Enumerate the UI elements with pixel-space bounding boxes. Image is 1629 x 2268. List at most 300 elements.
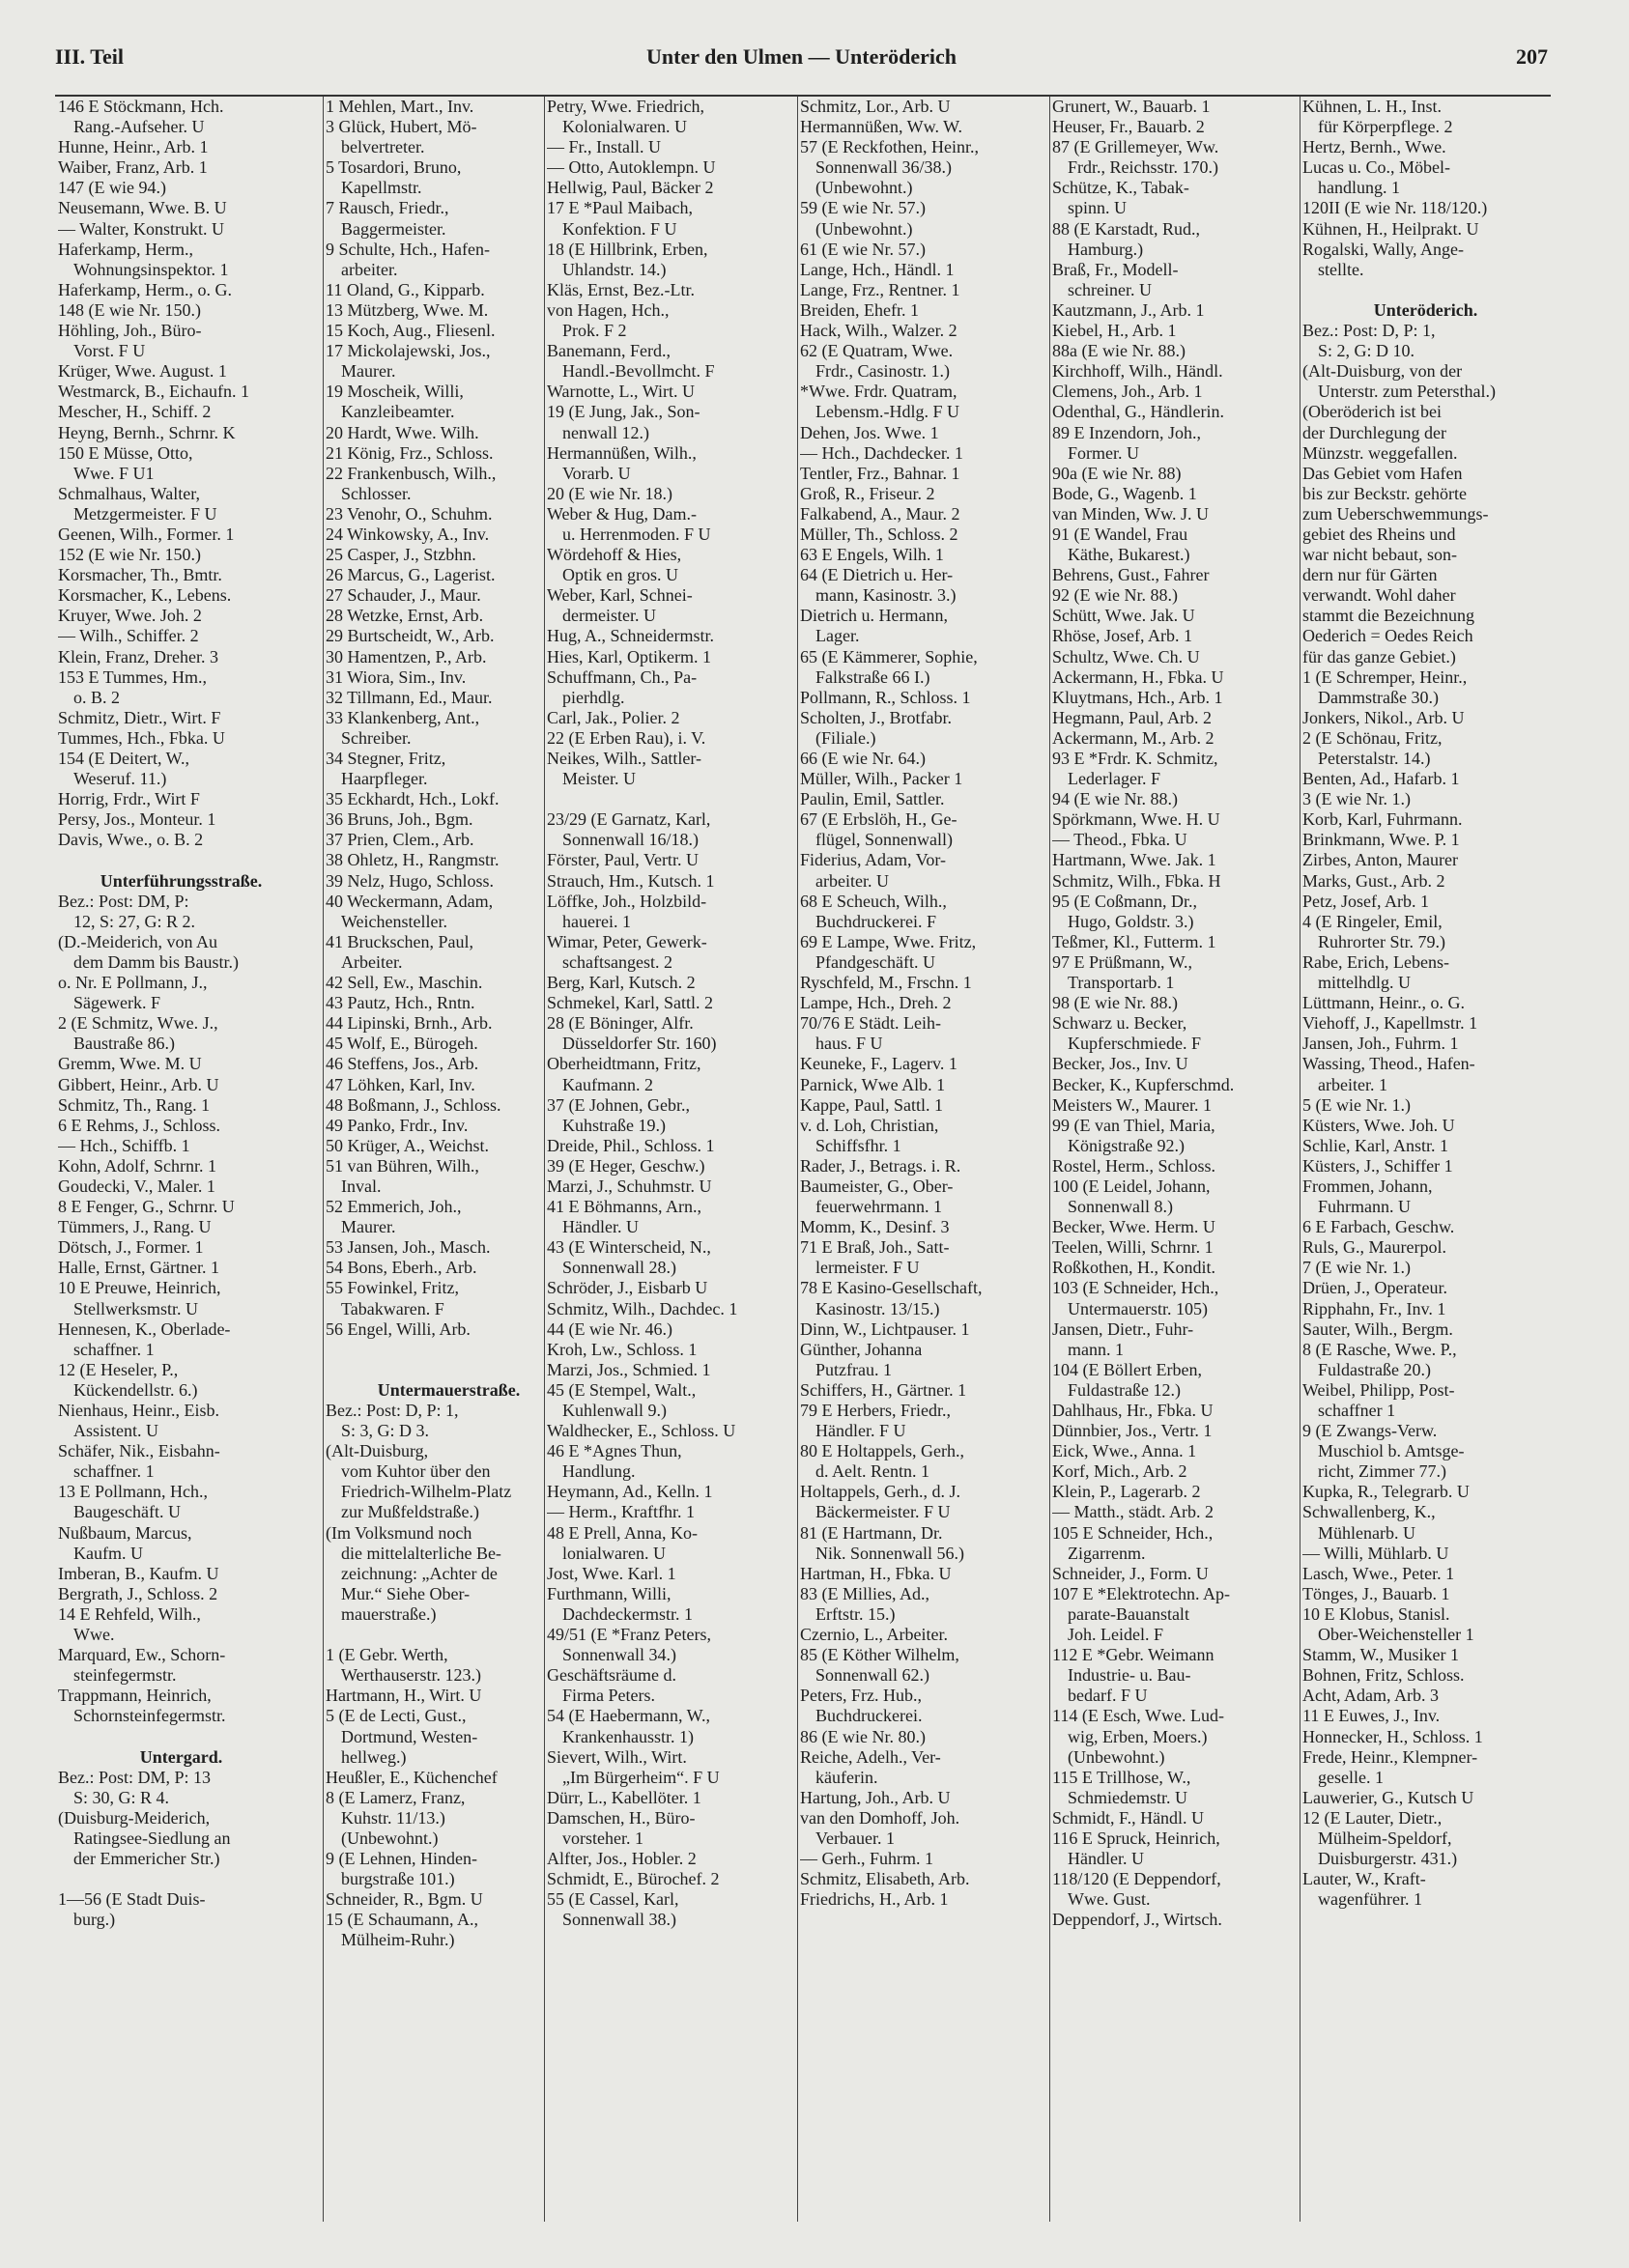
blank-line [58, 1727, 304, 1747]
directory-entry: Friedrichs, H., Arb. 1 [800, 1889, 949, 1910]
directory-entry: Förster, Paul, Vertr. U [547, 850, 699, 870]
directory-entry: 83 (E Millies, Ad., [800, 1583, 929, 1603]
directory-entry: Ruls, G., Maurerpol. [1302, 1237, 1446, 1258]
directory-entry: Peters, Frz. Hub., [800, 1686, 922, 1706]
directory-entry: Hack, Wilh., Walzer. 2 [800, 321, 957, 341]
directory-entry: stellte. [1318, 259, 1364, 279]
street-heading: Untergard. [139, 1746, 223, 1767]
directory-entry: Kuhstr. 11/13.) [341, 1807, 445, 1828]
directory-entry: Schneider, J., Form. U [1052, 1563, 1209, 1583]
directory-entry: Kaufmann. 2 [562, 1074, 653, 1094]
directory-entry: Zigarrenm. [1068, 1543, 1146, 1563]
directory-entry: 78 E Kasino-Gesellschaft, [800, 1278, 983, 1298]
directory-entry: Berg, Karl, Kutsch. 2 [547, 973, 696, 993]
directory-entry: Stamm, W., Musiker 1 [1302, 1645, 1460, 1665]
column-6 [1302, 97, 1549, 2222]
directory-entry: 7 (E wie Nr. 1.) [1302, 1258, 1411, 1278]
blank-line [547, 789, 793, 809]
directory-entry: Haferkamp, Herm., o. G. [58, 279, 232, 299]
directory-entry: Ackermann, H., Fbka. U [1052, 666, 1224, 687]
directory-entry: Tabakwaren. F [341, 1298, 444, 1318]
directory-entry: Nußbaum, Marcus, [58, 1522, 192, 1543]
directory-entry: Marks, Gust., Arb. 2 [1302, 870, 1445, 891]
directory-entry: Fiderius, Adam, Vor- [800, 850, 946, 870]
directory-entry: Lüttmann, Heinr., o. G. [1302, 993, 1465, 1013]
directory-entry: 114 (E Esch, Wwe. Lud- [1052, 1706, 1224, 1726]
directory-entry: Maurer. [341, 1217, 396, 1237]
directory-entry: Furthmann, Willi, [547, 1583, 672, 1603]
directory-entry: für das ganze Gebiet.) [1302, 646, 1456, 666]
directory-entry: flügel, Sonnenwall) [815, 830, 953, 850]
directory-entry: Das Gebiet vom Hafen [1302, 463, 1463, 483]
directory-entry: 26 Marcus, G., Lagerist. [326, 565, 496, 585]
directory-entry: Münzstr. weggefallen. [1302, 442, 1458, 463]
directory-entry: Frdr., Reichsstr. 170.) [1068, 157, 1218, 178]
directory-entry: Günther, Johanna [800, 1339, 923, 1359]
directory-entry: Kolonialwaren. U [562, 117, 687, 137]
directory-entry: Groß, R., Friseur. 2 [800, 483, 935, 503]
directory-entry: 95 (E Coßmann, Dr., [1052, 891, 1197, 911]
directory-entry: 49 Panko, Frdr., Inv. [326, 1115, 469, 1135]
directory-entry: 56 Engel, Willi, Arb. [326, 1318, 471, 1339]
directory-entry: Waiber, Franz, Arb. 1 [58, 157, 208, 178]
directory-entry: Acht, Adam, Arb. 3 [1302, 1686, 1439, 1706]
directory-entry: mittelhdlg. U [1318, 973, 1411, 993]
directory-entry: schaffner. 1 [73, 1461, 155, 1482]
directory-entry: 23 Venohr, O., Schuhm. [326, 503, 493, 524]
directory-entry: Hegmann, Paul, Arb. 2 [1052, 707, 1212, 727]
directory-entry: pierhdlg. [562, 687, 625, 707]
directory-entry: 65 (E Kämmerer, Sophie, [800, 646, 978, 666]
directory-entry: Odenthal, G., Händlerin. [1052, 402, 1224, 422]
street-heading: Unterführungsstraße. [100, 870, 263, 891]
directory-entry: 19 Moscheik, Willi, [326, 382, 464, 402]
directory-entry: Meister. U [562, 769, 636, 789]
directory-entry: Peterstalstr. 14.) [1318, 749, 1431, 768]
directory-entry: gebiet des Rheins und [1302, 524, 1456, 544]
directory-entry: Breiden, Ehefr. 1 [800, 299, 919, 320]
directory-entry: 87 (E Grillemeyer, Ww. [1052, 137, 1219, 157]
directory-entry: 69 E Lampe, Wwe. Fritz, [800, 931, 977, 951]
directory-entry: — Wilh., Schiffer. 2 [58, 626, 199, 646]
directory-entry: Benten, Ad., Hafarb. 1 [1302, 769, 1460, 789]
directory-entry: Hug, A., Schneidermstr. [547, 626, 714, 646]
directory-entry: Drüen, J., Operateur. [1302, 1278, 1447, 1298]
directory-entry: Dreide, Phil., Schloss. 1 [547, 1135, 715, 1155]
directory-entry: richt, Zimmer 77.) [1318, 1461, 1446, 1482]
directory-entry: Schlosser. [341, 483, 412, 503]
directory-entry: 105 E Schneider, Hch., [1052, 1522, 1214, 1543]
directory-entry: 1—56 (E Stadt Duis- [58, 1889, 206, 1910]
directory-entry: steinfegermstr. [73, 1665, 177, 1686]
directory-entry: — Willi, Mühlarb. U [1302, 1543, 1449, 1563]
directory-entry: Brinkmann, Wwe. P. 1 [1302, 830, 1460, 850]
directory-entry: Teelen, Willi, Schrnr. 1 [1052, 1237, 1214, 1258]
directory-entry: Untermauerstr. 105) [1068, 1298, 1208, 1318]
directory-entry: Unterstr. zum Petersthal.) [1318, 382, 1496, 402]
directory-entry: Hunne, Heinr., Arb. 1 [58, 137, 209, 157]
directory-entry: Arbeiter. [341, 951, 403, 972]
directory-entry: Lange, Hch., Händl. 1 [800, 259, 955, 279]
directory-entry: 55 (E Cassel, Karl, [547, 1889, 679, 1910]
directory-entry: Geenen, Wilh., Former. 1 [58, 524, 235, 544]
column-2 [326, 97, 572, 2222]
directory-entry: Sauter, Wilh., Bergm. [1302, 1318, 1453, 1339]
directory-entry: Schmitz, Wilh., Fbka. H [1052, 870, 1221, 891]
directory-entry: 8 E Fenger, G., Schrnr. U [58, 1197, 235, 1217]
directory-entry: van den Domhoff, Joh. [800, 1807, 960, 1828]
directory-entry: Warnotte, L., Wirt. U [547, 382, 695, 402]
directory-entry: Transportarb. 1 [1068, 973, 1175, 993]
directory-entry: 93 E *Frdr. K. Schmitz, [1052, 749, 1218, 768]
directory-entry: (D.-Meiderich, von Au [58, 931, 217, 951]
directory-entry: Former. U [1068, 442, 1139, 463]
directory-entry: 37 (E Johnen, Gebr., [547, 1094, 690, 1115]
directory-entry: 85 (E Köther Wilhelm, [800, 1645, 959, 1665]
directory-entry: Wwe. [73, 1625, 115, 1645]
directory-entry: lonialwaren. U [562, 1543, 666, 1563]
directory-entry: Dehen, Jos. Wwe. 1 [800, 422, 939, 442]
directory-entry: Dachdeckermstr. 1 [562, 1603, 693, 1624]
directory-entry: 70/76 E Städt. Leih- [800, 1013, 941, 1034]
directory-entry: 54 Bons, Eberh., Arb. [326, 1258, 477, 1278]
directory-entry: Parnick, Wwe Alb. 1 [800, 1074, 946, 1094]
directory-entry: Schmitz, Elisabeth, Arb. [800, 1869, 970, 1889]
directory-entry: Dötsch, J., Former. 1 [58, 1237, 204, 1258]
directory-entry: Tummes, Hch., Fbka. U [58, 727, 225, 748]
directory-entry: Petz, Josef, Arb. 1 [1302, 891, 1429, 911]
directory-entry: Lampe, Hch., Dreh. 2 [800, 993, 952, 1013]
directory-entry: Sonnenwall 38.) [562, 1910, 676, 1930]
column-rule [544, 97, 545, 2222]
directory-entry: 35 Eckhardt, Hch., Lokf. [326, 789, 500, 809]
directory-entry: Bode, G., Wagenb. 1 [1052, 483, 1197, 503]
directory-entry: Baugeschäft. U [73, 1502, 181, 1522]
part-label: III. Teil [55, 44, 124, 69]
directory-entry: Tönges, J., Bauarb. 1 [1302, 1583, 1450, 1603]
directory-entry: (Unbewohnt.) [815, 218, 913, 239]
column-rule [797, 97, 798, 2222]
directory-entry: van Minden, Ww. J. U [1052, 503, 1209, 524]
directory-entry: 79 E Herbers, Friedr., [800, 1401, 951, 1420]
blank-line [58, 850, 304, 870]
directory-entry: Mülheim-Speldorf, [1318, 1828, 1452, 1848]
directory-entry: Paulin, Emil, Sattler. [800, 789, 945, 809]
directory-entry: 46 Steffens, Jos., Arb. [326, 1054, 479, 1074]
directory-entry: 2 (E Schmitz, Wwe. J., [58, 1013, 218, 1034]
directory-entry: 25 Casper, J., Stzbhn. [326, 545, 476, 565]
directory-entry: 66 (E wie Nr. 64.) [800, 749, 926, 768]
directory-entry: Heyng, Bernh., Schrnr. K [58, 422, 236, 442]
directory-entry: Rogalski, Wally, Ange- [1302, 239, 1465, 259]
directory-entry: Pfandgeschäft. U [815, 951, 935, 972]
directory-entry: Bäckermeister. F U [815, 1502, 951, 1522]
directory-entry: Jonkers, Nikol., Arb. U [1302, 707, 1465, 727]
directory-entry: Hartung, Joh., Arb. U [800, 1787, 951, 1807]
directory-entry: Davis, Wwe., o. B. 2 [58, 830, 204, 850]
directory-entry: 48 Boßmann, J., Schloss. [326, 1094, 501, 1115]
directory-entry: 45 (E Stempel, Walt., [547, 1379, 697, 1400]
directory-entry: — Hch., Dachdecker. 1 [800, 442, 963, 463]
directory-entry: 23/29 (E Garnatz, Karl, [547, 809, 711, 830]
directory-entry: 21 König, Frz., Schloss. [326, 442, 494, 463]
directory-entry: Kühnen, L. H., Inst. [1302, 97, 1442, 116]
directory-entry: 40 Weckermann, Adam, [326, 891, 494, 911]
directory-entry: Küsters, J., Schiffer 1 [1302, 1155, 1453, 1176]
directory-entry: Nik. Sonnenwall 56.) [815, 1543, 964, 1563]
directory-entry: — Hch., Schiffb. 1 [58, 1135, 190, 1155]
directory-entry: 12 (E Lauter, Dietr., [1302, 1807, 1443, 1828]
directory-entry: Kirchhoff, Wilh., Händl. [1052, 361, 1223, 382]
directory-entry: Trappmann, Heinrich, [58, 1686, 212, 1706]
directory-entry: Verbauer. 1 [815, 1828, 895, 1848]
directory-entry: für Körperpflege. 2 [1318, 117, 1453, 137]
directory-entry: 148 (E wie Nr. 150.) [58, 299, 201, 320]
directory-entry: 1 (E Gebr. Werth, [326, 1645, 448, 1665]
directory-entry: Horrig, Frdr., Wirt F [58, 789, 200, 809]
directory-entry: wig, Erben, Moers.) [1068, 1726, 1208, 1746]
directory-entry: Persy, Jos., Monteur. 1 [58, 809, 216, 830]
directory-entry: Kasinostr. 13/15.) [815, 1298, 940, 1318]
directory-entry: Hermannüßen, Wilh., [547, 442, 697, 463]
directory-entry: 49/51 (E *Franz Peters, [547, 1625, 711, 1645]
directory-entry: Schütze, K., Tabak- [1052, 178, 1189, 198]
directory-entry: (Duisburg-Meiderich, [58, 1807, 211, 1828]
directory-entry: Mühlenarb. U [1318, 1522, 1415, 1543]
directory-entry: Bez.: Post: D, P: 1, [1302, 321, 1436, 341]
directory-entry: Jansen, Joh., Fuhrm. 1 [1302, 1034, 1459, 1054]
directory-entry: Becker, K., Kupferschmd. [1052, 1074, 1235, 1094]
directory-entry: Friedrich-Wilhelm-Platz [341, 1482, 512, 1502]
directory-entry: Schwallenberg, K., [1302, 1502, 1436, 1522]
directory-entry: spinn. U [1068, 198, 1128, 218]
directory-entry: geselle. 1 [1318, 1767, 1384, 1787]
directory-entry: Hennesen, K., Oberlade- [58, 1318, 231, 1339]
blank-line [326, 1625, 572, 1645]
directory-entry: 9 Schulte, Hch., Hafen- [326, 239, 490, 259]
directory-entry: Rhöse, Josef, Arb. 1 [1052, 626, 1192, 646]
column-3 [547, 97, 793, 2222]
directory-entry: 100 (E Leidel, Johann, [1052, 1176, 1211, 1196]
directory-entry: Werthauserstr. 123.) [341, 1665, 482, 1686]
directory-entry: 59 (E wie Nr. 57.) [800, 198, 926, 218]
directory-entry: 18 (E Hillbrink, Erben, [547, 239, 708, 259]
directory-entry: 146 E Stöckmann, Hch. [58, 97, 224, 116]
directory-entry: Korf, Mich., Arb. 2 [1052, 1461, 1187, 1482]
directory-entry: schaftsangest. 2 [562, 951, 672, 972]
directory-entry: Marzi, Jos., Schmied. 1 [547, 1359, 711, 1379]
directory-entry: 34 Stegner, Fritz, [326, 749, 446, 768]
directory-entry: 57 (E Reckfothen, Heinr., [800, 137, 979, 157]
directory-entry: — Gerh., Fuhrm. 1 [800, 1849, 933, 1869]
directory-entry: 41 E Böhmanns, Arn., [547, 1197, 701, 1217]
directory-entry: 94 (E wie Nr. 88.) [1052, 789, 1178, 809]
directory-entry: 98 (E wie Nr. 88.) [1052, 993, 1178, 1013]
blank-line [326, 1340, 572, 1360]
directory-entry: o. Nr. E Pollmann, J., [58, 973, 208, 993]
directory-entry: 11 Oland, G., Kipparb. [326, 279, 485, 299]
directory-entry: o. B. 2 [73, 687, 121, 707]
directory-entry: Ryschfeld, M., Frschn. 1 [800, 973, 972, 993]
directory-entry: 5 (E wie Nr. 1.) [1302, 1094, 1411, 1115]
directory-entry: Kupferschmiede. F [1068, 1034, 1201, 1054]
directory-entry: Hellwig, Paul, Bäcker 2 [547, 178, 714, 198]
directory-entry: 10 E Preuwe, Heinrich, [58, 1278, 221, 1298]
directory-entry: Wördehoff & Hies, [547, 545, 682, 565]
directory-entry: 20 (E wie Nr. 18.) [547, 483, 672, 503]
directory-entry: Scholten, J., Brotfabr. [800, 707, 952, 727]
directory-entry: Rader, J., Betrags. i. R. [800, 1155, 961, 1176]
directory-entry: Duisburgerstr. 431.) [1318, 1849, 1458, 1869]
directory-entry: 37 Prien, Clem., Arb. [326, 830, 474, 850]
directory-entry: 103 (E Schneider, Hch., [1052, 1278, 1219, 1298]
directory-entry: Lasch, Wwe., Peter. 1 [1302, 1563, 1455, 1583]
directory-entry: Dietrich u. Hermann, [800, 606, 948, 626]
directory-entry: Schäfer, Nik., Eisbahn- [58, 1441, 220, 1461]
directory-entry: Korsmacher, Th., Bmtr. [58, 565, 222, 585]
directory-entry: Handlung. [562, 1461, 636, 1482]
directory-entry: Mülheim-Ruhr.) [341, 1930, 455, 1950]
directory-entry: dern nur für Gärten [1302, 565, 1438, 585]
directory-entry: Dinn, W., Lichtpauser. 1 [800, 1318, 970, 1339]
directory-entry: 88 (E Karstadt, Rud., [1052, 218, 1200, 239]
directory-entry: belvertreter. [341, 137, 425, 157]
directory-entry: Frommen, Johann, [1302, 1176, 1433, 1196]
directory-entry: 41 Bruckschen, Paul, [326, 931, 473, 951]
directory-entry: Buchdruckerei. [815, 1706, 923, 1726]
directory-entry: Königstraße 92.) [1068, 1135, 1185, 1155]
directory-entry: Deppendorf, J., Wirtsch. [1052, 1910, 1222, 1930]
directory-entry: 17 E *Paul Maibach, [547, 198, 693, 218]
directory-entry: Frdr., Casinostr. 1.) [815, 361, 951, 382]
directory-entry: Vorst. F U [73, 341, 146, 361]
directory-entry: Schornsteinfegermstr. [73, 1706, 226, 1726]
directory-entry: Banemann, Ferd., [547, 341, 671, 361]
directory-entry: Falkstraße 66 I.) [815, 666, 930, 687]
directory-entry: (Unbewohnt.) [815, 178, 913, 198]
directory-entry: Oederich = Oedes Reich [1302, 626, 1473, 646]
directory-entry: Marquard, Ew., Schorn- [58, 1645, 226, 1665]
directory-entry: zum Ueberschwemmungs- [1302, 503, 1489, 524]
directory-entry: Czernio, L., Arbeiter. [800, 1625, 948, 1645]
column-1 [58, 97, 304, 2222]
directory-entry: Weibel, Philipp, Post- [1302, 1379, 1455, 1400]
directory-entry: Weseruf. 11.) [73, 769, 167, 789]
directory-entry: Haferkamp, Herm., [58, 239, 193, 259]
directory-entry: Schreiber. [341, 727, 412, 748]
directory-entry: 64 (E Dietrich u. Her- [800, 565, 954, 585]
directory-entry: burgstraße 101.) [341, 1869, 455, 1889]
directory-entry: 48 E Prell, Anna, Ko- [547, 1522, 698, 1543]
directory-entry: burg.) [73, 1910, 116, 1930]
directory-entry: 10 E Klobus, Stanisl. [1302, 1603, 1450, 1624]
directory-entry: Dünnbier, Jos., Vertr. 1 [1052, 1421, 1213, 1441]
directory-entry: 52 Emmerich, Joh., [326, 1197, 462, 1217]
directory-entry: Bergrath, J., Schloss. 2 [58, 1583, 218, 1603]
directory-entry: Wimar, Peter, Gewerk- [547, 931, 707, 951]
directory-entry: Tümmers, J., Rang. U [58, 1217, 212, 1237]
directory-entry: Schütt, Wwe. Jak. U [1052, 606, 1195, 626]
directory-entry: Fuldastraße 20.) [1318, 1359, 1431, 1379]
directory-entry: Putzfrau. 1 [815, 1359, 892, 1379]
directory-entry: Weber, Karl, Schnei- [547, 585, 693, 606]
directory-entry: 38 Ohletz, H., Rangmstr. [326, 850, 500, 870]
directory-entry: Inval. [341, 1176, 382, 1196]
directory-entry: schaffner 1 [1318, 1401, 1396, 1420]
directory-entry: 2 (E Schönau, Fritz, [1302, 727, 1443, 748]
directory-entry: Hartman, H., Fbka. U [800, 1563, 952, 1583]
directory-entry: 1 Mehlen, Mart., Inv. [326, 97, 474, 116]
column-rule [1049, 97, 1050, 2222]
blank-line [326, 1360, 572, 1380]
directory-entry: Lager. [815, 626, 860, 646]
directory-entry: Nienhaus, Heinr., Eisb. [58, 1401, 219, 1420]
directory-entry: Schmidt, E., Bürochef. 2 [547, 1869, 720, 1889]
directory-entry: (Unbewohnt.) [341, 1828, 439, 1848]
directory-entry: Sonnenwall 28.) [562, 1258, 676, 1278]
directory-entry: Kühnen, H., Heilprakt. U [1302, 218, 1479, 239]
directory-entry: 24 Winkowsky, A., Inv. [326, 524, 490, 544]
directory-entry: 1 (E Schremper, Heinr., [1302, 666, 1468, 687]
directory-entry: verwandt. Wohl daher [1302, 585, 1456, 606]
directory-entry: 51 van Bühren, Wilh., [326, 1155, 479, 1176]
directory-entry: Klein, Franz, Dreher. 3 [58, 646, 218, 666]
directory-entry: Ruhrorter Str. 79.) [1318, 931, 1445, 951]
directory-entry: Wwe. Gust. [1068, 1889, 1151, 1910]
directory-entry: Dahlhaus, Hr., Fbka. U [1052, 1401, 1214, 1420]
directory-entry: Kanzleibeamter. [341, 402, 455, 422]
directory-entry: hellweg.) [341, 1746, 407, 1767]
directory-entry: der Emmericher Str.) [73, 1849, 220, 1869]
directory-entry: 54 (E Haebermann, W., [547, 1706, 710, 1726]
directory-entry: Teßmer, Kl., Futterm. 1 [1052, 931, 1216, 951]
directory-entry: Schlie, Karl, Anstr. 1 [1302, 1135, 1448, 1155]
directory-entry: Schultz, Wwe. Ch. U [1052, 646, 1200, 666]
directory-entry: Kluytmans, Hch., Arb. 1 [1052, 687, 1223, 707]
directory-entry: zeichnung: „Achter de [341, 1563, 498, 1583]
directory-entry: u. Herrenmoden. F U [562, 524, 711, 544]
directory-entry: Kupka, R., Telegrarb. U [1302, 1482, 1470, 1502]
directory-entry: 28 (E Böninger, Alfr. [547, 1013, 694, 1034]
directory-entry: Frede, Heinr., Klempner- [1302, 1746, 1478, 1767]
directory-entry: Ratingsee-Siedlung an [73, 1828, 231, 1848]
running-title: Unter den Ulmen — Unteröderich [646, 44, 957, 69]
directory-entry: Pollmann, R., Schloss. 1 [800, 687, 971, 707]
directory-entry: 5 Tosardori, Bruno, [326, 157, 462, 178]
directory-entry: Schuffmann, Ch., Pa- [547, 666, 698, 687]
directory-entry: Kappe, Paul, Sattl. 1 [800, 1094, 943, 1115]
directory-entry: Baustraße 86.) [73, 1034, 175, 1054]
blank-line [1302, 280, 1549, 300]
directory-entry: der Durchlegung der [1302, 422, 1446, 442]
directory-entry: Kautzmann, J., Arb. 1 [1052, 299, 1205, 320]
directory-entry: — Otto, Autoklempn. U [547, 157, 716, 178]
directory-entry: 97 E Prüßmann, W., [1052, 951, 1193, 972]
directory-entry: — Herm., Kraftfhr. 1 [547, 1502, 695, 1522]
directory-entry: Petry, Wwe. Friedrich, [547, 97, 704, 116]
directory-entry: 86 (E wie Nr. 80.) [800, 1726, 926, 1746]
directory-entry: Reiche, Adelh., Ver- [800, 1746, 941, 1767]
directory-entry: Strauch, Hm., Kutsch. 1 [547, 870, 715, 891]
directory-entry: 120II (E wie Nr. 118/120.) [1302, 198, 1488, 218]
directory-entry: Neikes, Wilh., Sattler- [547, 749, 702, 768]
directory-entry: 47 Löhken, Karl, Inv. [326, 1074, 475, 1094]
directory-entry: 115 E Trillhose, W., [1052, 1767, 1191, 1787]
directory-entry: Kläs, Ernst, Bez.-Ltr. [547, 279, 695, 299]
directory-entry: 153 E Tummes, Hm., [58, 666, 208, 687]
directory-entry: Lebensm.-Hdlg. F U [815, 402, 959, 422]
directory-entry: Falkabend, A., Maur. 2 [800, 503, 960, 524]
